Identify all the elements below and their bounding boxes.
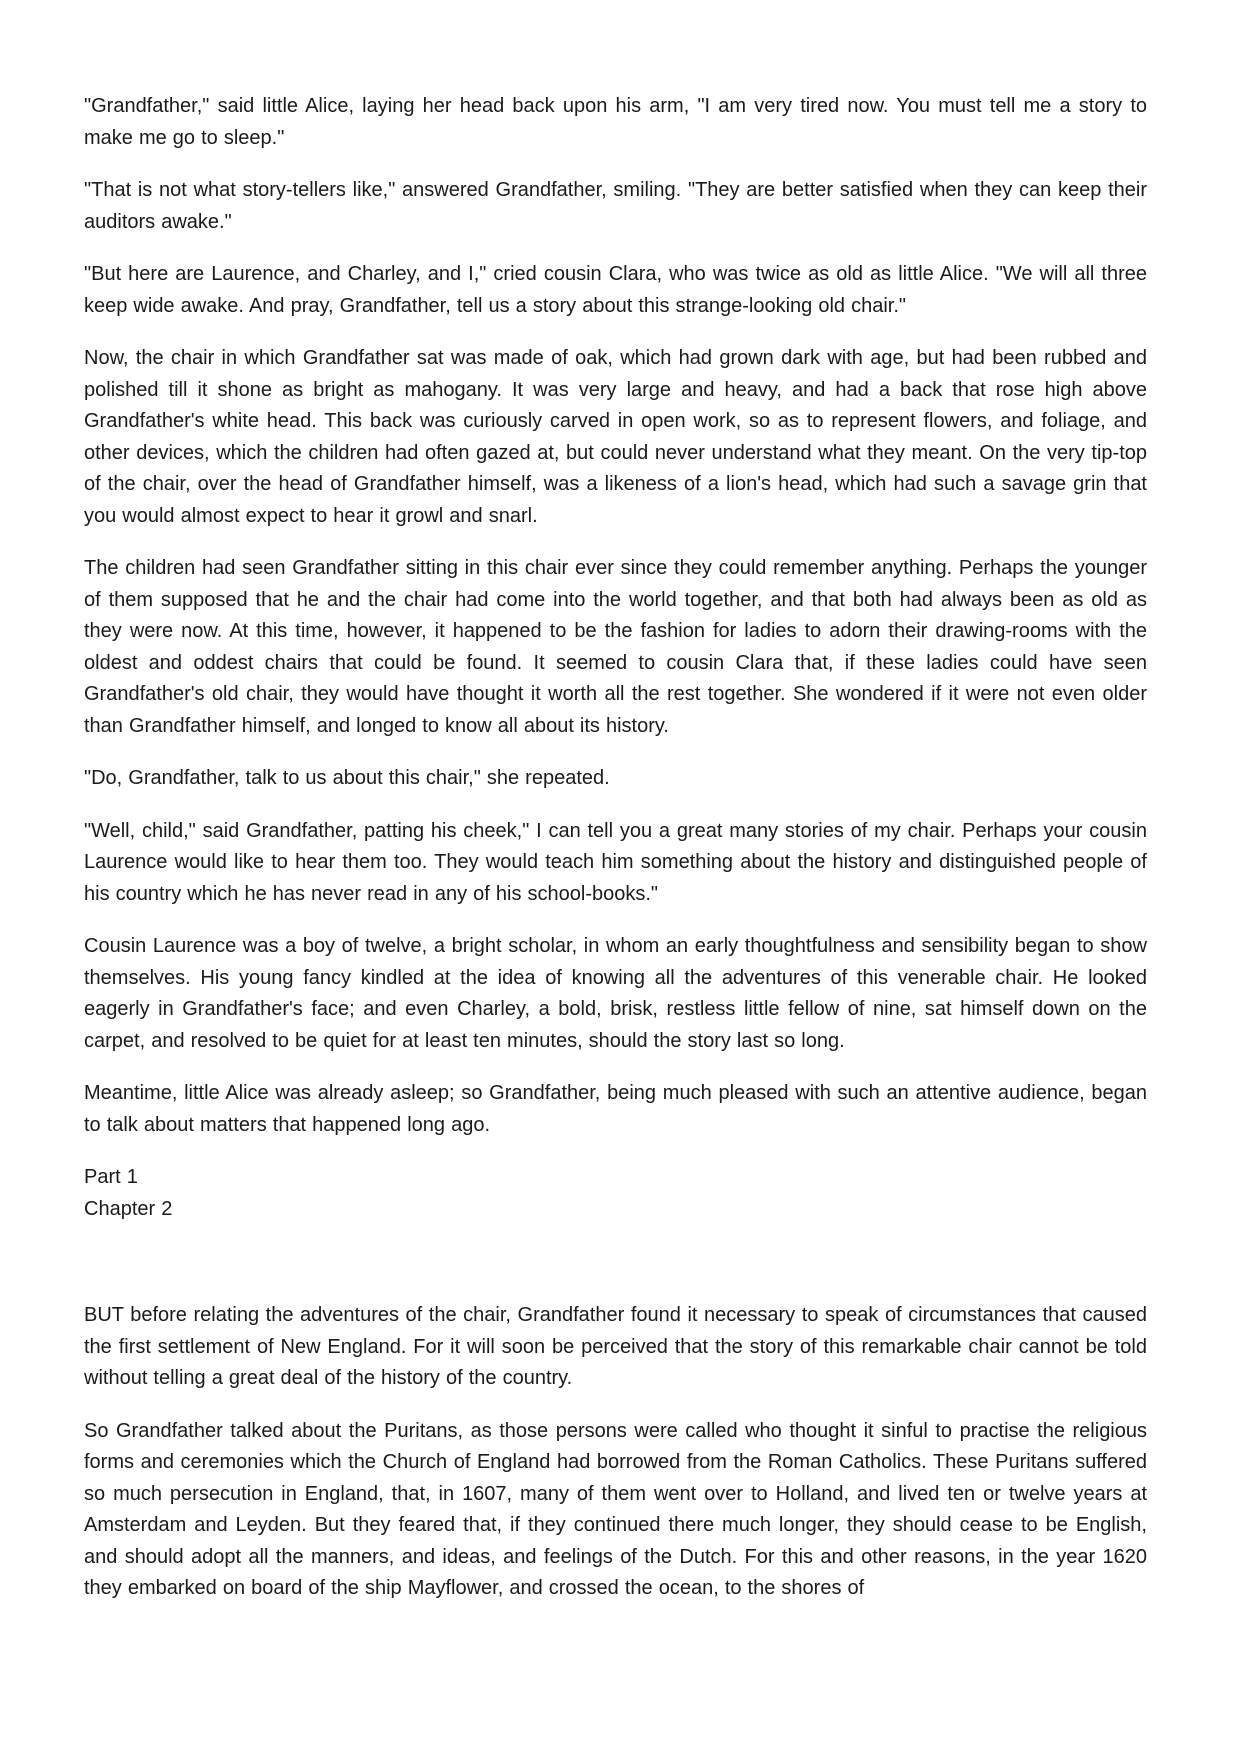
paragraph-storytellers: "That is not what story-tellers like," answered Grandfather, smiling. "They are better satisfied when they can keep their auditors awake." [84,179,1147,233]
paragraph-puritans: So Grandfather talked about the Puritans, as those persons were called who thought it sinful to practise the religious forms and ceremonies which the Church of England had borrowed from the Roman Catholics. These Puritans suffered so much persecution in England, that, in 1607, many of them went over to Holland, and lived ten or twelve years at Amsterdam and Leyden. But they feared that, if they continued there much longer, they should cease to be English, and should adopt all the manners, and ideas, and feelings of the Dutch. For this and other reasons, in the year 1620 they embarked on board of the ship Mayflower, and crossed the ocean, to the shores of [84,1419,1147,1599]
paragraph-meantime-asleep: Meantime, little Alice was already asleep; so Grandfather, being much pleased with such an attentive audience, began to talk about matters that happened long ago. [84,1082,1147,1136]
paragraph-do-grandfather: "Do, Grandfather, talk to us about this chair," she repeated. [84,767,610,789]
paragraph-well-child: "Well, child," said Grandfather, patting his cheek," I can tell you a great many stories of my chair. Perhaps your cousin Laurence would like to hear them too. They would teach him something about the history and distinguished people of his country which he has never read in any of his school-books." [84,819,1147,905]
paragraph-children-chair: The children had seen Grandfather sitting in this chair ever since they could remember anything. Perhaps the younger of them supposed that he and the chair had come into the world together, and that both had always been as old as they were now. At this time, however, it happened to be the fashion for ladies to adorn their drawing-rooms with the oldest and oddest chairs that could be found. It seemed to cousin Clara that, if these ladies could have seen Grandfather's old chair, they would have thought it worth all the rest together. She wondered if it were not even older than Grandfather himself, and longed to know all about its history. [84,557,1147,737]
paragraph-alice-tired: "Grandfather," said little Alice, laying her head back upon his arm, "I am very tired now. You must tell me a story to make me go to sleep." [84,95,1147,149]
part-label: Part 1 [84,1166,138,1188]
paragraph-cousin-clara: "But here are Laurence, and Charley, and I," cried cousin Clara, who was twice as old as little Alice. "We will all three keep wide awake. And pray, Grandfather, tell us a story about this strange-looking old chair." [84,263,1147,317]
paragraph-cousin-laurence: Cousin Laurence was a boy of twelve, a bright scholar, in whom an early thoughtfulness and sensibility began to show themselves. His young fancy kindled at the idea of knowing all the adventures of this venerable chair. He looked eagerly in Grandfather's face; and even Charley, a bold, brisk, restless little fellow of nine, sat himself down on the carpet, and resolved to be quiet for at least ten minutes, should the story last so long. [84,935,1147,1052]
paragraph-but-before: BUT before relating the adventures of the chair, Grandfather found it necessary to speak of circumstances that caused the first settlement of New England. For it will soon be perceived that the story of this remarkable chair cannot be told without telling a great deal of the history of the country. [84,1304,1147,1389]
paragraph-chair-description: Now, the chair in which Grandfather sat was made of oak, which had grown dark with age, but had been rubbed and polished till it shone as bright as mahogany. It was very large and heavy, and had a back that rose high above Grandfather's white head. This back was curiously carved in open work, so as to represent flowers, and foliage, and other devices, which the children had often gazed at, but could never understand what they meant. On the very tip-top of the chair, over the head of Grandfather himself, was a likeness of a lion's head, which had such a savage grin that you would almost expect to hear it growl and snarl. [84,347,1147,527]
chapter-label: Chapter 2 [84,1197,173,1220]
